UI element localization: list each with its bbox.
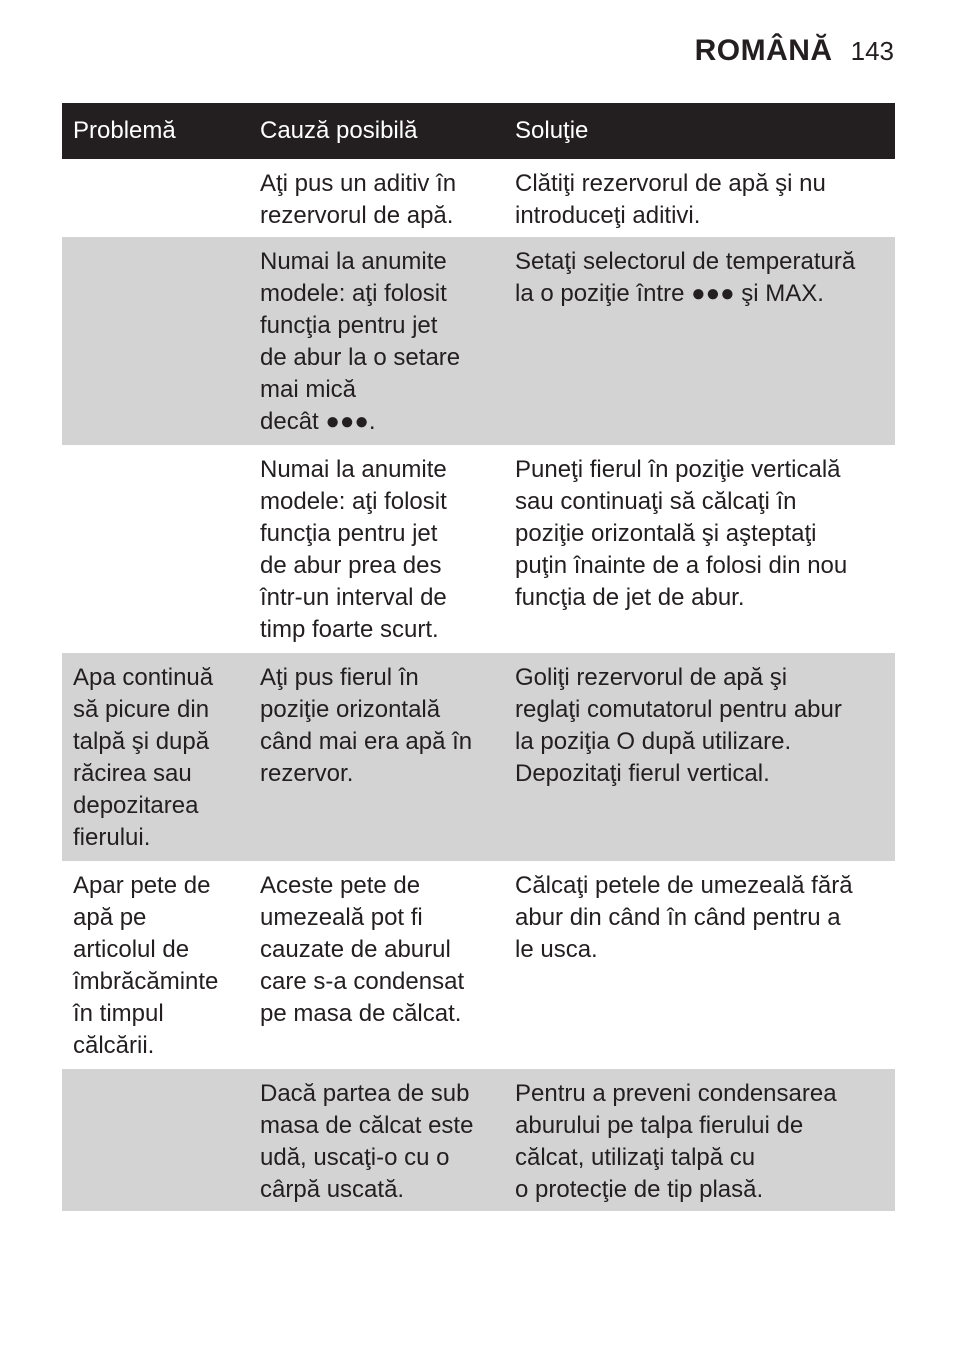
cause-cell: Dacă partea de sub masa de călcat este udă, uscaţi-o cu o cârpă uscată. bbox=[260, 1080, 474, 1203]
solution-cell: Setaţi selectorul de temperatură la o poziţie între ●●● şi MAX. bbox=[515, 248, 856, 307]
table-row bbox=[62, 1069, 895, 1211]
troubleshooting-table bbox=[62, 103, 895, 1211]
table-row bbox=[62, 445, 895, 653]
problem-cell bbox=[62, 237, 249, 445]
problem-cell bbox=[62, 1069, 249, 1211]
solution-cell: Puneţi fierul în poziţie verticală sau continuaţi să călcaţi în poziţie orizontală şi aşteptaţi puţin înainte de a folosi din nou funcţia de jet de abur. bbox=[515, 456, 848, 611]
cause-cell: Aţi pus un aditiv în rezervorul de apă. bbox=[260, 170, 457, 229]
table-row bbox=[62, 237, 895, 445]
problem-cell: Apar pete de apă pe articolul de îmbrăcăminte în timpul călcării. bbox=[73, 872, 219, 1059]
solution-cell: Pentru a preveni condensarea aburului pe talpa fierului de călcat, utilizaţi talpă cu o protecţie de tip plasă. bbox=[515, 1080, 837, 1203]
page-number: 143 bbox=[850, 36, 894, 66]
problem-cell bbox=[62, 159, 249, 237]
solution-cell: Goliţi rezervorul de apă şi reglaţi comutatorul pentru abur la poziţia O după utilizare. Depozitaţi fierul vertical. bbox=[515, 664, 842, 787]
cause-cell: Numai la anumite modele: aţi folosit funcţia pentru jet de abur la o setare mai mică decât ●●●. bbox=[260, 248, 461, 435]
table-header-row bbox=[62, 103, 895, 159]
table-row bbox=[62, 861, 895, 1069]
solution-cell: Clătiţi rezervorul de apă şi nu introduceţi aditivi. bbox=[515, 170, 826, 229]
problem-cell bbox=[62, 445, 249, 653]
cause-cell: Aceste pete de umezeală pot fi cauzate de aburul care s-a condensat pe masa de călcat. bbox=[260, 872, 465, 1027]
cause-cell: Numai la anumite modele: aţi folosit funcţia pentru jet de abur prea des într-un interval de timp foarte scurt. bbox=[260, 456, 447, 643]
page-header bbox=[695, 34, 894, 68]
column-header-problem: Problemă bbox=[73, 117, 176, 144]
column-header-solution: Soluţie bbox=[515, 117, 589, 144]
cause-cell: Aţi pus fierul în poziţie orizontală când mai era apă în rezervor. bbox=[260, 664, 473, 787]
problem-cell: Apa continuă să picure din talpă şi după răcirea sau depozitarea fierului. bbox=[73, 664, 214, 851]
solution-cell: Călcaţi petele de umezeală fără abur din când în când pentru a le usca. bbox=[515, 872, 853, 963]
table-row bbox=[62, 159, 895, 237]
language-title: ROMÂNĂ bbox=[694, 34, 833, 67]
table-row bbox=[62, 653, 895, 861]
column-header-cause: Cauză posibilă bbox=[260, 117, 418, 144]
